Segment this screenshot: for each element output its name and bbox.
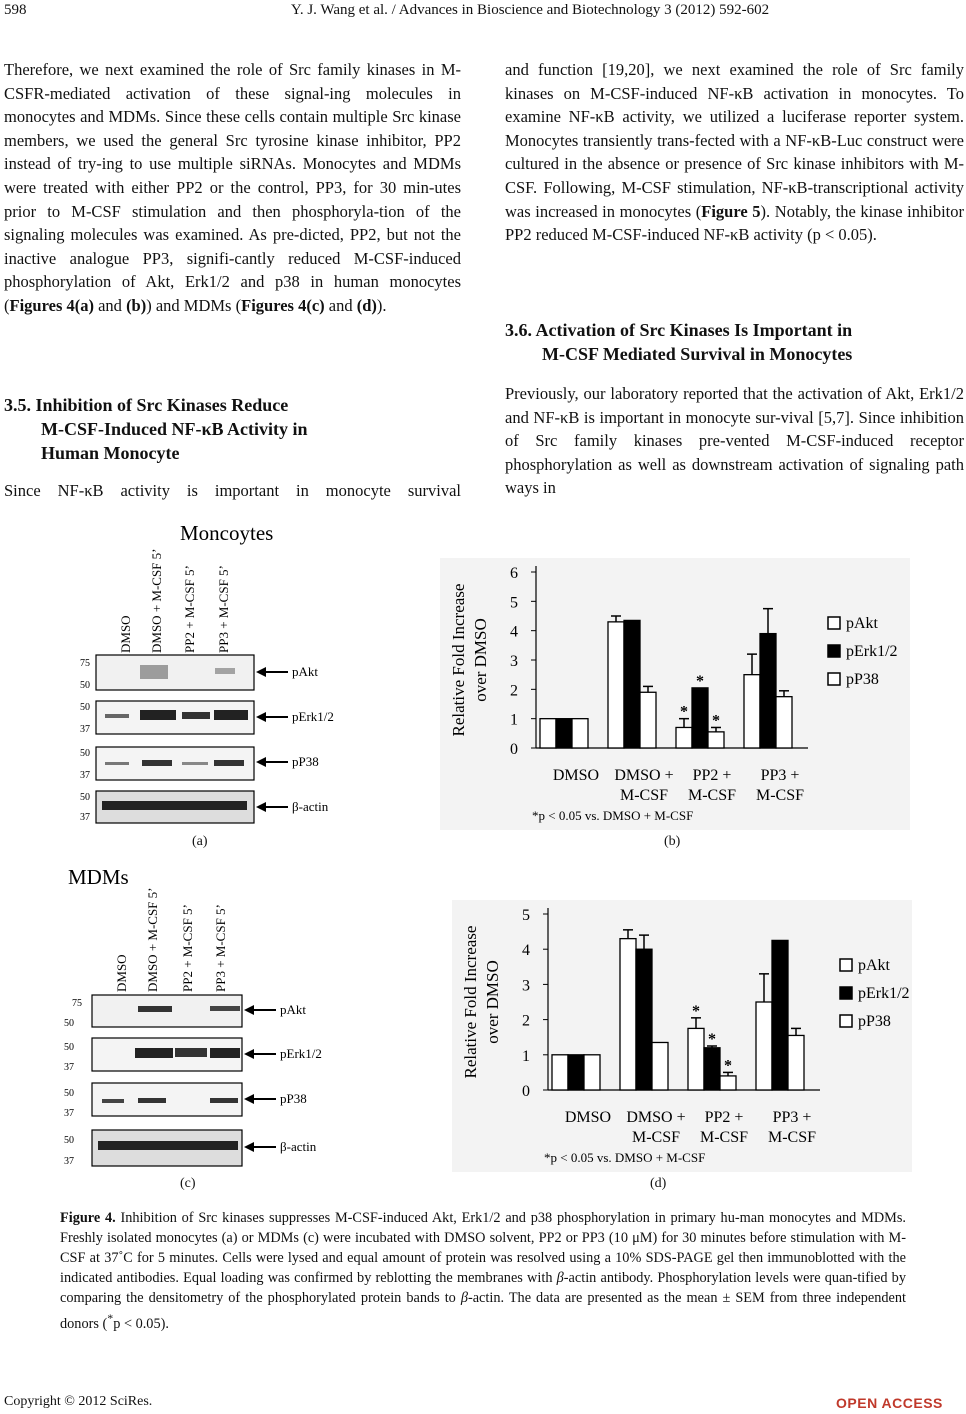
- figure-ref[interactable]: Figure 5: [701, 201, 761, 221]
- bar: [572, 719, 588, 748]
- y-tick-label: 4: [522, 942, 530, 960]
- svg-text:50: 50: [64, 1135, 74, 1146]
- significance-marker: *: [708, 1031, 716, 1048]
- bar-chart-d: [452, 900, 912, 1172]
- section-heading-3-6: 3.6. Activation of Src Kinases Is Important in M-CSF Mediated Survival in Monocytes: [505, 320, 853, 364]
- x-tick-label: M-CSF: [699, 1129, 749, 1146]
- y-axis-label: over DMSO: [483, 960, 502, 1044]
- bar: [676, 727, 692, 748]
- band-label: pAkt: [292, 664, 318, 679]
- blot-title: MDMs: [68, 865, 129, 889]
- bar: [688, 1028, 704, 1090]
- running-title: Y. J. Wang et al. / Advances in Bioscience and Biotechnology 3 (2012) 592-602: [290, 2, 770, 18]
- lane-label: DMSO + M-CSF 5’: [149, 548, 164, 653]
- panel-label-d: (d): [650, 1176, 667, 1191]
- bar: [756, 1002, 772, 1090]
- significance-marker: *: [724, 1057, 732, 1075]
- x-tick-label: PP3 +: [760, 767, 800, 784]
- y-tick-label: 4: [510, 623, 518, 641]
- band-labels: [244, 1002, 322, 1154]
- svg-text:37: 37: [80, 812, 90, 823]
- legend-label: pAkt: [846, 615, 878, 632]
- significance-marker: *: [680, 703, 688, 721]
- x-tick-label: DMSO: [564, 1109, 612, 1126]
- band-label: pP38: [292, 754, 319, 769]
- bar: [620, 939, 636, 1090]
- blot-title: Moncoytes: [180, 521, 274, 545]
- bar: [708, 732, 724, 748]
- body-paragraph: Previously, our laboratory reported that the activation of Akt, Erk1/2 and NF-κB is important in monocyte sur-vival [5,7]. Since inhibition of Src family kinases pre-vented M-CSF-induced receptor phosphorylation as well as downstream activation of signaling path ways in: [505, 384, 964, 498]
- legend-label: pAkt: [858, 957, 890, 974]
- svg-text:50: 50: [80, 748, 90, 759]
- figure-label: Figure 4.: [60, 1210, 116, 1226]
- lane-label: DMSO: [118, 615, 133, 653]
- bar: [640, 692, 656, 748]
- blot-panel-pakt: [64, 995, 242, 1029]
- lane-labels: [114, 888, 228, 993]
- bar-chart-b: [440, 558, 910, 830]
- copyright: Copyright © 2012 SciRes.: [4, 1394, 153, 1409]
- x-tick-label: PP2 +: [692, 767, 732, 784]
- body-paragraph: Therefore, we next examined the role of Src family kinases in M-CSFR-mediated activation of these signal-ing molecules in monocytes and MDMs. Since these cells contain multiple Src kinase members, we used the general Src tyrosine kinase inhibitor, PP2 instead of try-ing to use multiple siRNAs. Monocytes and MDMs were treated with either PP2 or the control, PP3, for 30 min-utes prior to M-CSF stimulation and then phosphoryla-tion of the signaling molecules was examined. As pre-dicted, PP2, but not the inactive analogue PP3, signifi-cantly reduced M-CSF-induced phosphorylation of Akt, Erk1/2 and p38 in human monocytes (Figures 4(a) and (b)) and MDMs (Figures 4(c) and (d)).: [4, 60, 461, 315]
- legend-swatch: [828, 645, 840, 657]
- figure-ref[interactable]: (b): [126, 295, 147, 315]
- figure-caption: Figure 4. Inhibition of Src kinases suppresses M-CSF-induced Akt, Erk1/2 and p38 phosphorylation in primary hu-man monocytes and MDMs. Freshly isolated monocytes (a) or MDMs (c) were incubated with DMSO solvent, PP2 or PP3 (10 μM) for 30 minutes before stimulation with M-CSF at 37˚C for 5 minutes. Cells were lysed and equal amount of protein was resolved using a 10% SDS-PAGE gel then immunoblotted with the indicated antibodies. Equal loading was confirmed by reblotting the membranes with β-actin antibody. Phosphorylation levels were quan-tified by comparing the densitometry of the phosphorylated protein bands to β-actin. The data are presented as the mean ± SEM from three independent donors (*p < 0.05).: [60, 1210, 906, 1332]
- bar: [720, 1076, 736, 1090]
- legend-swatch: [840, 959, 852, 971]
- band-label: pErk1/2: [280, 1046, 322, 1061]
- legend-label: pErk1/2: [858, 985, 910, 1002]
- svg-text:37: 37: [64, 1108, 74, 1119]
- blot-panel-perk: [80, 701, 254, 735]
- bar: [652, 1042, 668, 1090]
- bar: [788, 1035, 804, 1090]
- lane-label: PP2 + M-CSF 5’: [180, 904, 195, 992]
- western-blot-a: [60, 518, 380, 828]
- legend-label: pP38: [846, 671, 879, 688]
- blot-panel-pakt: [80, 655, 254, 691]
- bar: [776, 697, 792, 748]
- blot-panel-pp38: [64, 1083, 242, 1119]
- lane-label: PP3 + M-CSF 5’: [216, 565, 231, 653]
- chart-footnote: *p < 0.05 vs. DMSO + M-CSF: [532, 808, 694, 823]
- y-tick-label: 0: [510, 741, 518, 758]
- blot-panel-pp38: [80, 747, 254, 781]
- legend-swatch: [840, 1015, 852, 1027]
- x-tick-label: DMSO +: [614, 767, 674, 784]
- bar: [568, 1055, 584, 1090]
- x-tick-label: M-CSF: [619, 787, 669, 804]
- y-tick-label: 5: [522, 907, 530, 924]
- x-tick-label: M-CSF: [687, 787, 737, 804]
- svg-text:50: 50: [64, 1088, 74, 1099]
- bar: [624, 620, 640, 748]
- bar: [584, 1055, 600, 1090]
- right-column: [505, 58, 964, 247]
- svg-text:50: 50: [80, 680, 90, 691]
- svg-text:75: 75: [72, 998, 82, 1009]
- band-label: β-actin: [292, 799, 329, 814]
- open-access-badge: OPEN ACCESS: [836, 1395, 943, 1411]
- blot-panel-actin: [80, 791, 254, 823]
- lane-label: DMSO: [114, 954, 129, 992]
- svg-text:75: 75: [80, 658, 90, 669]
- lane-label: PP3 + M-CSF 5’: [213, 904, 228, 992]
- lane-label: PP2 + M-CSF 5’: [182, 565, 197, 653]
- x-tick-label: PP2 +: [704, 1109, 744, 1126]
- svg-text:50: 50: [80, 702, 90, 713]
- section-heading-3-5: 3.5. Inhibition of Src Kinases Reduce M-CSF-Induced NF-κB Activity in Human Monocyte: [4, 395, 308, 463]
- svg-text:50: 50: [80, 792, 90, 803]
- panel-label-b: (b): [664, 834, 681, 849]
- figure-ref[interactable]: (d): [356, 295, 377, 315]
- svg-text:50: 50: [64, 1018, 74, 1029]
- significance-marker: *: [696, 672, 704, 690]
- x-tick-label: DMSO: [552, 767, 600, 784]
- bar: [692, 688, 708, 748]
- legend-swatch: [828, 617, 840, 629]
- bar: [704, 1048, 720, 1090]
- bar: [772, 940, 788, 1090]
- svg-text:37: 37: [80, 724, 90, 735]
- significance-marker: *: [712, 712, 720, 730]
- bar: [552, 1055, 568, 1090]
- y-tick-label: 3: [510, 653, 518, 670]
- panel-label-a: (a): [192, 834, 208, 849]
- y-tick-label: 6: [510, 565, 518, 582]
- x-tick-label: PP3 +: [772, 1109, 812, 1126]
- figure-ref[interactable]: Figures 4(a): [9, 295, 94, 315]
- body-paragraph: Since NF-κB activity is important in monocyte survival: [4, 481, 461, 500]
- legend-label: pP38: [858, 1013, 891, 1030]
- legend-label: pErk1/2: [846, 643, 898, 660]
- body-paragraph: and function [19,20], we next examined the role of Src family kinases on M-CSF-induced NF-κB activation in monocytes. To examine NF-κB activity, we utilized a luciferase reporter system. Monocytes transiently trans-fected with a NF-κB-Luc construct were cultured in the absence or presence of Src kinase inhibitors with M-CSF. Following, M-CSF stimulation, NF-κB-transcriptional activity was increased in monocytes (Figure 5). Notably, the kinase inhibitor PP2 reduced M-CSF-induced NF-κB activity (p < 0.05).: [505, 60, 964, 245]
- y-tick-label: 2: [510, 682, 518, 700]
- y-tick-label: 0: [522, 1083, 530, 1100]
- blot-panel-actin: [64, 1130, 242, 1167]
- legend-swatch: [828, 673, 840, 685]
- svg-text:37: 37: [64, 1156, 74, 1167]
- svg-text:37: 37: [64, 1062, 74, 1073]
- band-label: pAkt: [280, 1002, 306, 1017]
- band-label: pErk1/2: [292, 709, 334, 724]
- y-axis-label: Relative Fold Increase: [461, 925, 480, 1079]
- x-tick-label: M-CSF: [755, 787, 805, 804]
- y-tick-label: 2: [522, 1012, 530, 1030]
- bar: [540, 719, 556, 748]
- western-blot-c: [60, 860, 380, 1172]
- chart-footnote: *p < 0.05 vs. DMSO + M-CSF: [544, 1150, 706, 1165]
- bar: [760, 634, 776, 748]
- bar: [556, 719, 572, 748]
- left-column: [4, 58, 461, 318]
- figure-ref[interactable]: Figures 4(c): [241, 295, 325, 315]
- y-tick-label: 1: [510, 711, 518, 729]
- page-number: 598: [4, 2, 27, 18]
- svg-text:37: 37: [80, 770, 90, 781]
- bar: [608, 622, 624, 748]
- lane-label: DMSO + M-CSF 5’: [145, 887, 160, 992]
- y-tick-label: 5: [510, 594, 518, 612]
- bar: [636, 949, 652, 1090]
- bar: [744, 675, 760, 748]
- panel-label-c: (c): [180, 1176, 196, 1191]
- chart-background: [452, 900, 912, 1172]
- y-axis-label: over DMSO: [471, 618, 490, 702]
- legend-swatch: [840, 987, 852, 999]
- x-tick-label: DMSO +: [626, 1109, 686, 1126]
- x-tick-label: M-CSF: [631, 1129, 681, 1146]
- x-tick-label: M-CSF: [767, 1129, 817, 1146]
- y-tick-label: 3: [522, 977, 530, 995]
- blot-panel-perk: [64, 1038, 242, 1073]
- y-tick-label: 1: [522, 1047, 530, 1065]
- band-labels: [256, 664, 334, 814]
- lane-labels: [118, 549, 231, 654]
- band-label: pP38: [280, 1091, 307, 1106]
- band-label: β-actin: [280, 1139, 317, 1154]
- y-axis-label: Relative Fold Increase: [449, 583, 468, 737]
- significance-marker: *: [692, 1002, 700, 1020]
- svg-text:50: 50: [64, 1042, 74, 1053]
